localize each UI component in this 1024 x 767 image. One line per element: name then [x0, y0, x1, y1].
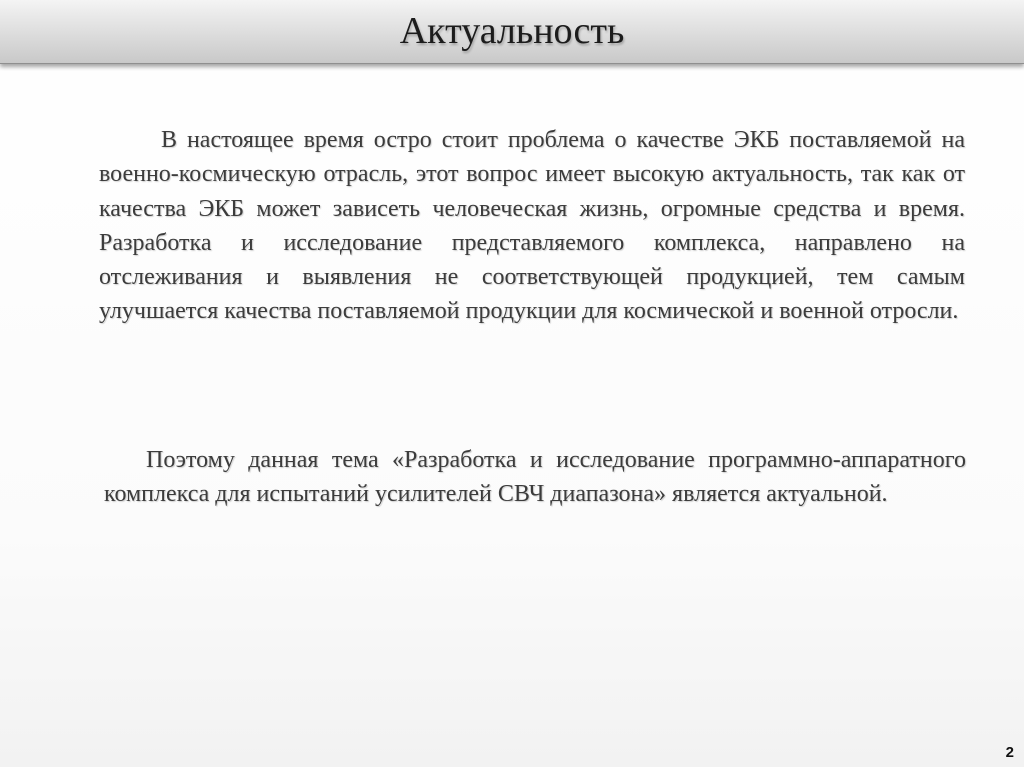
paragraph-conclusion: Поэтому данная тема «Разработка и исследование программно-аппаратного комплекса для испытаний усилителей СВЧ диапазона» является актуальной. — [104, 447, 966, 508]
paragraph-relevance: В настоящее время остро стоит проблема о качестве ЭКБ поставляемой на военно-космическую отрасль, этот вопрос имеет высокую актуальность, так как от качества ЭКБ может зависеть человеческая жизнь, огромные средства и время. Разработка и исследование представляемого комплекса, направлено на отслеживания и выявления не соответствующей продукцией, тем самым улучшается качества поставляемой продукции для космической и военной отросли. — [99, 127, 965, 325]
slide-title: Актуальность — [399, 10, 625, 52]
title-bar — [0, 0, 1024, 64]
page-number: 2 — [1005, 744, 1014, 761]
